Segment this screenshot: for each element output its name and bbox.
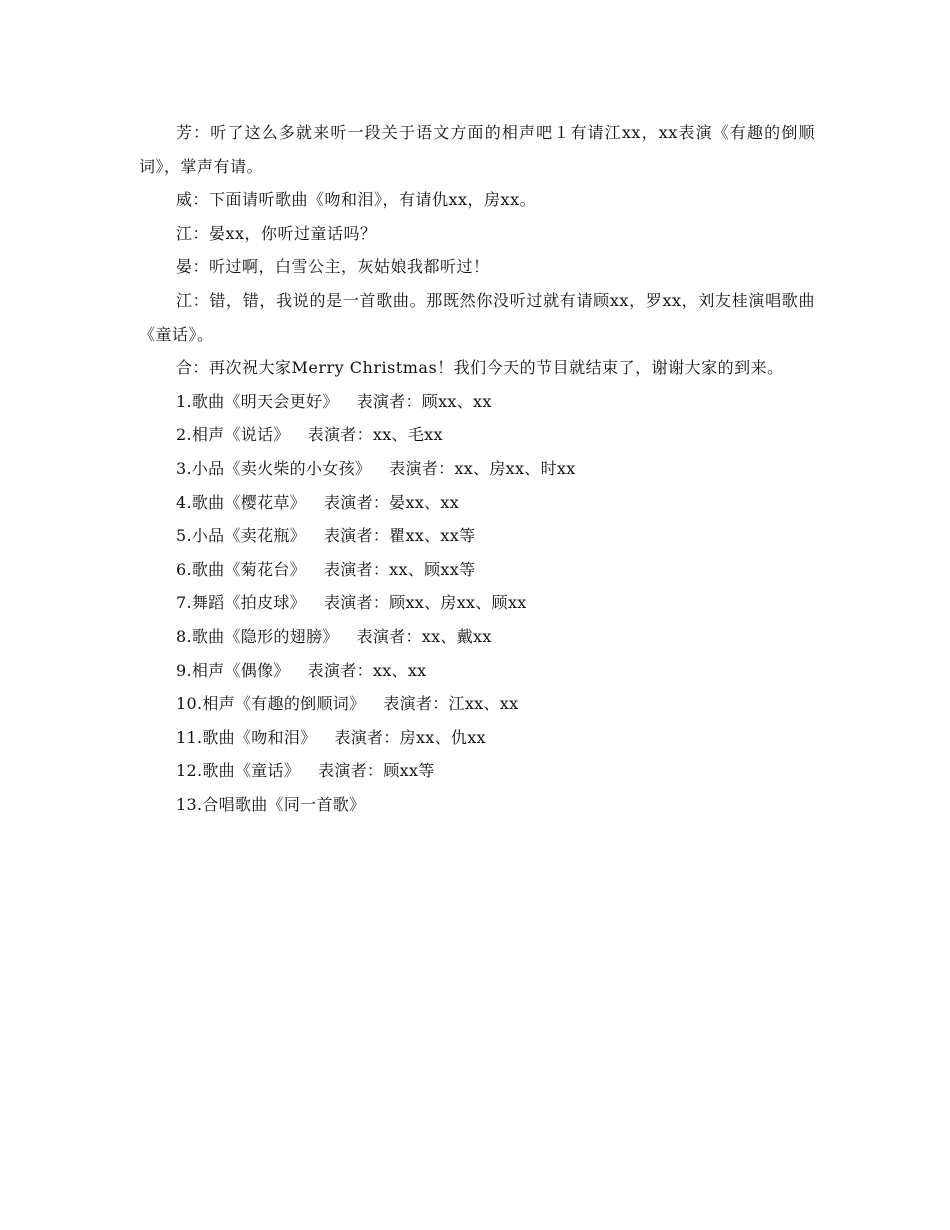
program-item — [139, 721, 815, 755]
program-item — [139, 754, 815, 788]
program-list — [139, 385, 815, 822]
program-performers: 表演者：瞿xx、xx等 — [323, 526, 476, 546]
program-item — [139, 687, 815, 721]
dialogue-section — [139, 116, 815, 385]
program-performers: 表演者：顾xx、xx — [356, 391, 492, 411]
dialogue-line: 威：下面请听歌曲《吻和泪》，有请仇xx，房xx。 — [176, 190, 537, 210]
program-performers: 表演者：顾xx、房xx、顾xx — [323, 593, 527, 613]
program-title: 8.歌曲《隐形的翅膀》 — [176, 626, 339, 646]
document-page — [139, 116, 815, 821]
program-performers: 表演者：晏xx、xx — [323, 492, 460, 512]
program-item — [139, 654, 815, 688]
program-title: 9.相声《偶像》 — [176, 660, 290, 680]
program-performers: 表演者：xx、毛xx — [307, 425, 443, 445]
program-title: 2.相声《说话》 — [176, 425, 290, 445]
program-item — [139, 486, 815, 520]
program-item — [139, 519, 815, 553]
program-item — [139, 385, 815, 419]
program-item — [139, 620, 815, 654]
program-title: 13.合唱歌曲《同一首歌》 — [176, 794, 366, 814]
program-title: 6.歌曲《菊花台》 — [176, 559, 306, 579]
program-title: 11.歌曲《吻和泪》 — [176, 727, 317, 747]
dialogue-line: 芳：听了这么多就来听一段关于语文方面的相声吧１有请江xx，xx表演《有趣的倒顺词》，掌声有请。 — [139, 123, 815, 176]
program-performers: 表演者：xx、戴xx — [356, 626, 492, 646]
program-performers: 表演者：xx、xx — [307, 660, 427, 680]
program-title: 10.相声《有趣的倒顺词》 — [176, 694, 366, 714]
program-item — [139, 553, 815, 587]
program-performers: 表演者：顾xx等 — [318, 761, 435, 781]
program-title: 5.小品《卖花瓶》 — [176, 526, 306, 546]
program-title: 4.歌曲《樱花草》 — [176, 492, 306, 512]
dialogue-line: 江：晏xx，你听过童话吗？ — [176, 223, 377, 243]
program-item — [139, 452, 815, 486]
program-performers: 表演者：房xx、仇xx — [334, 727, 486, 747]
program-item — [139, 586, 815, 620]
dialogue-line: 晏：听过啊，白雪公主，灰姑娘我都听过！ — [176, 257, 490, 277]
program-performers: 表演者：xx、房xx、时xx — [389, 458, 576, 478]
program-item — [139, 418, 815, 452]
program-item — [139, 788, 815, 822]
program-title: 12.歌曲《童话》 — [176, 761, 301, 781]
program-title: 1.歌曲《明天会更好》 — [176, 391, 339, 411]
program-performers: 表演者：江xx、xx — [383, 694, 519, 714]
program-title: 7.舞蹈《拍皮球》 — [176, 593, 306, 613]
program-title: 3.小品《卖火柴的小女孩》 — [176, 458, 372, 478]
dialogue-line: 江：错，错，我说的是一首歌曲。那既然你没听过就有请顾xx，罗xx，刘友桂演唱歌曲《童话》。 — [139, 290, 815, 344]
dialogue-line: 合：再次祝大家Merry Christmas！我们今天的节目就结束了，谢谢大家的到来。 — [176, 358, 784, 378]
program-performers: 表演者：xx、顾xx等 — [323, 559, 476, 579]
